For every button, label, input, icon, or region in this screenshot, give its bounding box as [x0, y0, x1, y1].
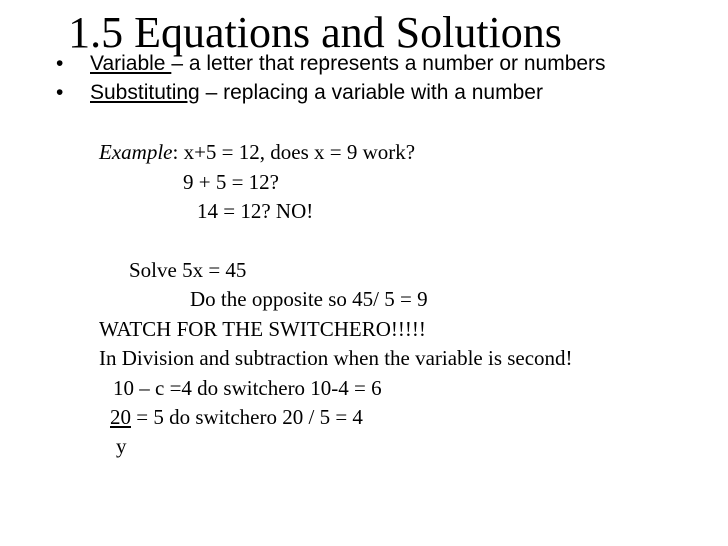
bullet-dot-icon: • [56, 52, 64, 75]
slide-title [0, 8, 728, 58]
switchero-example-2 [110, 405, 363, 429]
bullet-text [90, 52, 606, 76]
term-variable: Variable [90, 52, 172, 75]
watch-switchero: WATCH FOR THE SWITCHERO!!!!! [99, 317, 426, 341]
solve-line: Solve 5x = 45 [129, 258, 247, 282]
example-step-2: 14 = 12? NO! [197, 199, 314, 223]
switchero-example-1: 10 – c =4 do switchero 10-4 = 6 [113, 376, 382, 400]
term-substituting: Substituting [90, 81, 200, 104]
definition-variable: – a letter that represents a number or numbers [171, 52, 606, 75]
example-question: : x+5 = 12, does x = 9 work? [172, 140, 416, 164]
bullet-dot-icon: • [56, 81, 64, 104]
fraction-denominator: y [116, 434, 127, 458]
example-line [99, 140, 415, 164]
bullet-text [90, 81, 543, 105]
example-label: Example [99, 140, 173, 164]
solve-step: Do the opposite so 45/ 5 = 9 [190, 287, 428, 311]
division-note: In Division and subtraction when the variable is second! [99, 346, 573, 370]
fraction-numerator: 20 [110, 405, 131, 429]
title-text: 1.5 Equations and Solutions [68, 8, 562, 57]
definition-substituting: – replacing a variable with a number [199, 81, 543, 104]
switchero-example-2-rest: = 5 do switchero 20 / 5 = 4 [131, 405, 363, 429]
example-step-1: 9 + 5 = 12? [183, 170, 280, 194]
